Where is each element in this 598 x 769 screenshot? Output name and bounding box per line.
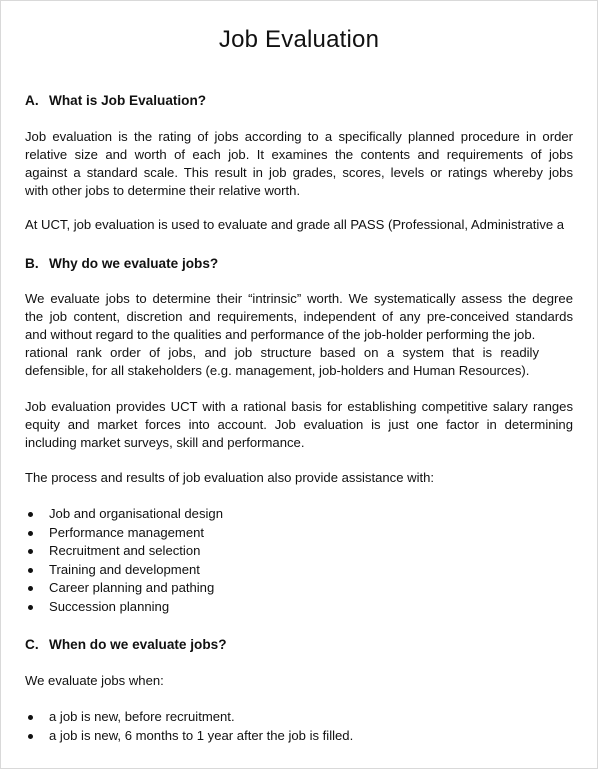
list-item-text: Recruitment and selection — [49, 543, 201, 559]
section-b-heading — [25, 254, 218, 274]
section-b-paragraph-2 — [25, 398, 573, 452]
list-item — [25, 542, 223, 561]
bullet-icon — [28, 568, 33, 573]
text-line: Job evaluation provides UCT with a rational basis for establishing competitive salary ranges — [25, 399, 573, 414]
list-item-text: Career planning and pathing — [49, 580, 215, 596]
section-a-heading — [25, 91, 206, 111]
text-line: The process and results of job evaluation also provide assistance with: — [25, 470, 435, 485]
text-line: defensible, for all stakeholders (e.g. management, job-holders and Human Resources). — [25, 362, 530, 378]
section-a-paragraph-1 — [25, 128, 573, 200]
section-a-letter: A. — [25, 93, 39, 108]
section-a-title: What is Job Evaluation? — [49, 93, 207, 108]
bullet-icon — [28, 605, 33, 610]
section-c-bullet-list — [25, 708, 353, 745]
list-item — [25, 579, 223, 598]
section-b-bullet-list — [25, 505, 223, 617]
text-line: Job evaluation is the rating of jobs according to a specifically planned procedure in order — [25, 129, 573, 144]
text-line: with other jobs to determine their relative worth. — [25, 182, 301, 198]
text-line: rational rank order of jobs, and job structure based on a system that is readily — [25, 344, 539, 360]
text-line: At UCT, job evaluation is used to evaluate and grade all PASS (Professional, Administrative a — [25, 217, 565, 232]
text-line: the job content, discretion and requirements, independent of any pre-conceived standards — [25, 308, 573, 324]
section-c-heading — [25, 635, 227, 655]
bullet-icon — [28, 531, 33, 536]
list-item-text: Performance management — [49, 524, 205, 540]
bullet-icon — [28, 549, 33, 554]
bullet-icon — [28, 715, 33, 720]
section-b-paragraph-3 — [25, 469, 573, 487]
list-item-text: a job is new, before recruitment. — [49, 709, 235, 724]
section-c-paragraph-1 — [25, 672, 573, 690]
list-item — [25, 505, 223, 524]
list-item-text: Training and development — [49, 561, 200, 577]
list-item — [25, 727, 353, 746]
text-line: equity and market forces into account. Job evaluation is just one factor in determining — [25, 416, 573, 432]
section-b-letter: B. — [25, 256, 39, 271]
section-a-paragraph-2 — [25, 216, 573, 234]
list-item — [25, 524, 223, 543]
bullet-icon — [28, 586, 33, 591]
document-title: Job Evaluation — [218, 26, 380, 53]
section-c-letter: C. — [25, 637, 39, 652]
text-line: and without regard to the qualities and performance of the job-holder performing the job. — [25, 326, 536, 342]
section-c-title: When do we evaluate jobs? — [49, 637, 227, 652]
section-b-title: Why do we evaluate jobs? — [49, 256, 219, 271]
list-item — [25, 708, 353, 727]
text-line: We evaluate jobs when: — [25, 673, 164, 688]
list-item-text: Succession planning — [49, 598, 170, 614]
list-item-text: Job and organisational design — [49, 506, 223, 521]
text-line: We evaluate jobs to determine their “intrinsic” worth. We systematically assess the degree — [25, 291, 573, 306]
list-item — [25, 561, 223, 580]
text-line: including market surveys, skill and performance. — [25, 434, 305, 450]
list-item-text: a job is new, 6 months to 1 year after the job is filled. — [49, 727, 354, 743]
bullet-icon — [28, 734, 33, 739]
text-line: relative size and worth of each job. It examines the contents and requirements of jobs — [25, 146, 573, 162]
list-item — [25, 598, 223, 617]
section-b-paragraph-1 — [25, 290, 573, 379]
text-line: against a standard scale. This result in job grades, scores, levels or ratings whereby jobs — [25, 164, 573, 180]
bullet-icon — [28, 512, 33, 517]
